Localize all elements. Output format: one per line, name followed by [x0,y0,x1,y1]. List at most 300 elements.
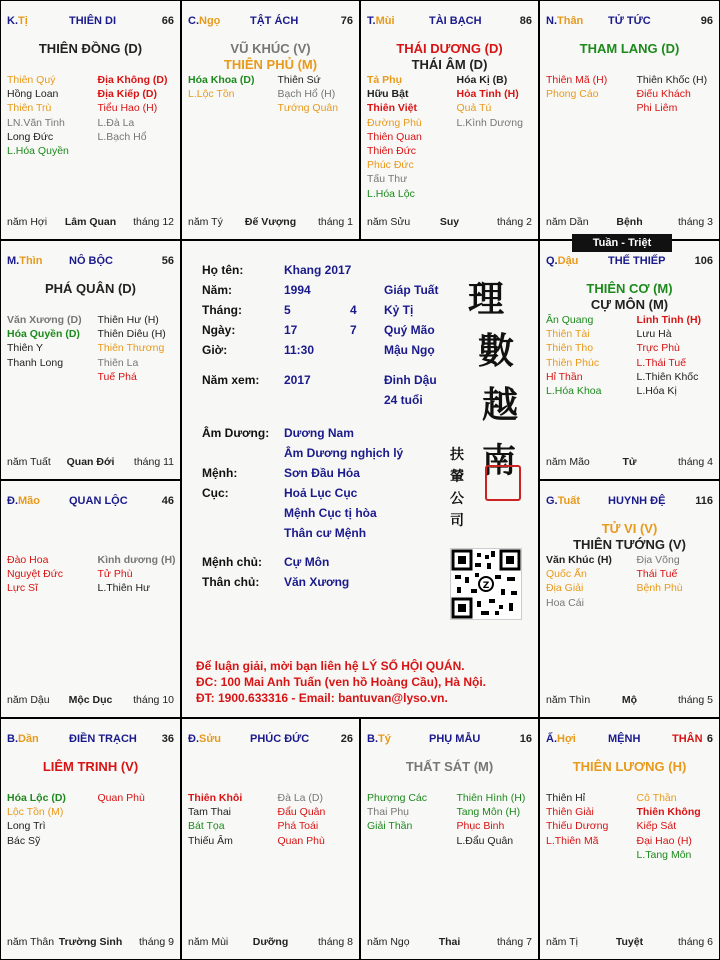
main-star: LIÊM TRINH (V) [42,759,139,774]
red-seal-stamp [485,465,521,501]
minor-star: Lực Sĩ [7,582,38,595]
minor-star: Tử Phù [97,568,133,581]
cuc-2: Mệnh Cục tị hòa [284,506,377,520]
minor-star: Đào Hoa [7,554,49,566]
minor-star: L.Hóa Kị [636,384,677,397]
palace-chi: Thân [557,15,584,27]
nam-label: năm Tị [546,936,578,948]
palace-number: 6 [706,733,713,745]
minor-star: Kiếp Sát [636,820,677,833]
nam-label: năm Sửu [367,216,411,228]
palace-mệnh[interactable] [539,718,720,960]
palace-footer [7,936,174,949]
palace-can: Q. [546,255,558,267]
nam-label: năm Dậu [7,694,50,706]
palace-number: 56 [161,255,174,267]
palace-can-chi [188,733,221,745]
thang-label: tháng 4 [677,456,713,468]
star-list-right [98,73,168,144]
minor-star: Tấu Thư [367,173,408,186]
palace-thiên-di[interactable] [0,0,181,240]
minor-star: Thanh Long [7,356,64,369]
minor-star: Thiên Mã (H) [546,74,608,86]
minor-star: Bát Tọa [188,820,225,833]
palace-can-chi [546,15,583,27]
minor-star: Thiên Không [636,806,701,819]
palace-nô-bộc[interactable] [0,240,181,480]
palace-chi: Thìn [19,255,43,267]
minor-star: Văn Xương (D) [7,314,82,326]
minor-star: Thiên Sứ [277,74,321,86]
star-list-right [278,73,339,116]
minor-star: Hóa Quyền (D) [7,328,80,341]
palace-can: Đ. [188,733,199,745]
truong-sinh: Dưỡng [252,936,289,948]
thang-label: tháng 3 [677,216,713,228]
palace-chi: Dần [18,733,39,745]
minor-star: Hồng Loan [7,88,59,101]
minor-star: LN.Văn Tinh [7,116,65,129]
thang-label: tháng 7 [496,936,532,948]
minor-star: Trực Phù [636,342,680,355]
palace-can: Ấ. [546,733,557,745]
palace-header [546,495,713,509]
truong-sinh: Quan Đới [66,456,115,468]
star-list-right [637,73,708,116]
info-canchi: Kỷ Tị [384,303,414,317]
palace-name: QUAN LỘC [69,495,128,507]
palace-footer [188,216,353,229]
palace-chi: Mão [18,495,40,507]
minor-star: Thiên Quan [367,130,422,143]
star-list-right [457,791,526,848]
thang-label: tháng 12 [133,216,174,228]
main-star: THÁI DƯƠNG (D) [396,41,503,56]
info-label: Ngày: [202,323,236,337]
minor-star: Thiên Việt [367,102,417,115]
star-list-left [546,553,612,610]
minor-star: Hữu Bật [367,88,409,101]
palace-can: M. [7,255,20,267]
minor-star: L.Thiên Mã [546,834,599,847]
info-tuoi: 24 tuổi [384,393,423,407]
minor-star: Quan Phù [277,834,325,847]
palace-can-chi [7,733,39,745]
thang-label: tháng 5 [677,694,713,706]
star-list-right [98,553,176,596]
palace-phụ-mẫu[interactable] [360,718,539,960]
info-value: 17 [284,323,298,337]
minor-star: Thiên Đức [367,144,417,157]
minor-star: Thai Phụ [367,806,410,819]
palace-chi: Hợi [557,733,576,745]
nam-label: năm Ngọ [367,936,410,948]
palace-header [367,733,532,747]
minor-star: L.Hóa Quyền [7,144,69,157]
palace-header [367,15,532,29]
truong-sinh: Bệnh [616,216,643,228]
main-star: CỰ MÔN (M) [590,297,669,312]
minor-star: Tam Thai [188,806,231,819]
minor-star: Văn Khúc (H) [546,554,612,566]
main-star: THIÊN LƯƠNG (H) [572,759,687,774]
minor-star: L.Lộc Tồn [188,88,235,101]
star-list-right [637,313,702,398]
minor-star: Linh Tinh (H) [636,314,702,326]
palace-name: ĐIỀN TRẠCH [69,733,137,745]
menh-chu-value: Cự Môn [284,555,330,569]
minor-star: Địa Không (D) [97,74,168,86]
star-list-left [546,73,607,101]
palace-chi: Tý [378,733,391,745]
palace-footer [7,456,174,469]
palace-number: 96 [700,15,713,27]
palace-can-chi [367,15,395,27]
menh-chu-label: Mệnh chủ: [202,555,262,569]
palace-can-chi [188,15,220,27]
calligraphy-char-3: 越 [482,384,519,426]
minor-star: L.Đẩu Quân [456,834,514,847]
tuan-triet-badge: Tuần - Triệt [572,234,672,252]
star-list-left [367,73,422,201]
palace-number: 46 [161,495,174,507]
thang-label: tháng 8 [317,936,353,948]
info-label: Họ tên: [202,263,244,277]
minor-star: Thiên Phúc [546,356,600,369]
minor-star: Tang Môn (H) [456,806,521,819]
info-canchi: Đinh Dậu [384,373,437,387]
palace-header [7,733,174,747]
palace-footer [546,456,713,469]
minor-star: Lộc Tồn (M) [7,806,64,819]
info-lunar-thang_extra: 4 [350,303,357,317]
thang-label: tháng 9 [138,936,174,948]
advert-line-3: ĐT: 1900.633316 - Email: bantuvan@lyso.vn. [196,691,448,705]
palace-can: N. [546,15,557,27]
info-value: 1994 [284,283,311,297]
info-value: 11:30 [284,343,315,357]
minor-star: L.Đà La [97,116,135,129]
minor-star: Phúc Đức [367,159,414,172]
info-label: Năm xem: [202,373,260,387]
minor-star: Thái Tuế [636,568,678,581]
advert-line-1: Để luận giải, mời bạn liên hệ LÝ SỐ HỘI QUÁN. [196,659,465,673]
nam-label: năm Mùi [188,936,229,948]
star-list-left [7,313,82,370]
nam-label: năm Tý [188,216,223,228]
minor-star: Tuế Phá [97,370,137,383]
minor-star: Địa Giải [546,582,584,595]
palace-chi: Mùi [375,15,395,27]
palace-tài-bạch[interactable] [360,0,539,240]
star-list-left [7,73,69,158]
minor-star: Quốc Ấn [546,568,587,581]
minor-star: Phượng Các [367,792,428,804]
calligraphy-char-1: 理 [468,278,505,320]
minor-star: Thiên Hình (H) [456,792,526,804]
palace-number: 116 [695,495,713,507]
svg-text:Z: Z [482,581,490,591]
minor-star: Thiên La [97,356,139,369]
minor-star: L.Thiên Khốc [636,370,699,383]
info-label: Giờ: [202,343,228,357]
am-duong-1: Dương Nam [284,426,354,440]
seal-side-2: 輦 [450,469,464,485]
palace-chi: Tị [18,15,28,27]
truong-sinh: Thai [438,936,461,948]
am-duong-2: Âm Dương nghịch lý [284,446,404,460]
palace-header [7,255,174,269]
palace-thế-thiếp[interactable] [539,240,720,480]
main-star: THIÊN ĐỒNG (D) [38,41,143,56]
seal-side-3: 公 [450,491,464,507]
palace-can: T. [367,15,376,27]
nam-label: năm Mão [546,456,590,468]
palace-number: 106 [694,255,713,267]
star-list-left [546,791,608,848]
truong-sinh: Tử [622,456,637,468]
palace-name: PHÚC ĐỨC [250,733,310,745]
main-star: TỬ VI (V) [601,521,658,536]
palace-header [546,255,713,269]
thang-label: tháng 10 [133,694,174,706]
minor-star: L.Thiên Hư [97,582,151,595]
star-list-left [7,791,66,848]
truong-sinh: Tuyệt [615,936,644,948]
minor-star: Hóa Kị (B) [456,74,508,86]
truong-sinh: Trường Sinh [58,936,123,948]
thang-label: tháng 1 [317,216,353,228]
main-star: THIÊN TƯỚNG (V) [573,537,686,552]
palace-điền-trạch[interactable] [0,718,181,960]
main-star: THIÊN CƠ (M) [586,281,673,296]
palace-name: TỬ TỨC [608,15,651,27]
thang-label: tháng 11 [133,456,174,468]
minor-star: Đà La (D) [277,792,324,804]
info-canchi: Mậu Ngọ [384,343,435,357]
minor-star: Đẩu Quân [277,806,326,819]
info-value: 2017 [284,373,311,387]
main-star: THÁI ÂM (D) [411,57,488,72]
truong-sinh: Suy [439,216,460,228]
palace-tử-tức[interactable] [539,0,720,240]
palace-name: TÀI BẠCH [429,15,482,27]
star-list-left [546,313,601,398]
palace-footer [546,694,713,707]
palace-footer [7,216,174,229]
minor-star: Phục Binh [456,820,505,833]
minor-star: Cô Thần [636,792,677,804]
minor-star: L.Thái Tuế [636,356,687,369]
cuc-3: Thân cư Mệnh [284,526,367,540]
minor-star: Nguyệt Đức [7,568,64,581]
star-list-left [367,791,427,834]
minor-star: Thiên Thương [97,342,165,355]
minor-star: Thiên Y [7,342,43,355]
palace-name: MỆNH [608,733,641,745]
star-list-left [7,553,63,596]
minor-star: Địa Võng [636,554,680,566]
palace-tật-ách[interactable] [181,0,360,240]
minor-star: Lưu Hà [636,328,672,341]
minor-star: Tướng Quân [277,102,339,115]
info-lunar-ngay_extra: 7 [350,323,357,337]
minor-star: Đường Phù [367,116,422,129]
minor-star: Hóa Khoa (D) [188,74,255,86]
palace-name: TẬT ÁCH [250,15,299,27]
star-list-right [637,791,701,862]
palace-can-chi [546,255,578,267]
nam-label: năm Thân [7,936,55,948]
minor-star: Thiên Diêu (H) [97,328,166,341]
minor-star: Giải Thần [367,820,413,833]
minor-star: Thiên Trù [7,102,52,115]
minor-star: Bác Sỹ [7,834,41,847]
star-list-right [637,553,683,596]
qr-code[interactable] [450,548,522,620]
minor-star: Ân Quang [546,314,594,326]
minor-star: Đại Hao (H) [636,834,692,847]
cuc-label: Cục: [202,486,229,500]
minor-star: Bệnh Phù [636,582,683,595]
minor-star: Thiên Khôi [188,792,243,804]
nam-label: năm Dần [546,216,589,228]
info-canchi: Quý Mão [384,323,435,337]
minor-star: Thiên Giải [546,806,594,819]
palace-can-chi [546,495,580,507]
palace-can: C. [188,15,199,27]
main-star: THAM LANG (D) [579,41,680,56]
calligraphy-char-4: 南 [482,441,516,481]
minor-star: Quan Phù [97,792,145,804]
minor-star: Tiểu Hao (H) [97,102,158,115]
palace-can-chi [7,15,28,27]
palace-chi: Ngọ [199,15,221,27]
truong-sinh: Mộc Dục [68,694,113,706]
minor-star: Tả Phụ [367,74,403,86]
palace-header [188,15,353,29]
palace-footer [546,936,713,949]
palace-footer [7,694,174,707]
menh-label: Mệnh: [202,466,238,480]
star-list-left [188,791,242,848]
palace-can: Đ. [7,495,18,507]
palace-than-marker: THÂN [672,733,703,745]
menh-value: Sơn Đầu Hỏa [284,466,360,480]
main-star: THIÊN PHỦ (M) [223,57,318,72]
seal-side-4: 司 [450,513,464,529]
minor-star: Thiên Thọ [546,342,594,355]
minor-star: Quả Tú [456,102,492,115]
minor-star: Thiên Hỉ [546,792,586,804]
minor-star: L.Hóa Khoa [546,384,602,397]
truong-sinh: Lâm Quan [64,216,117,228]
palace-number: 26 [340,733,353,745]
palace-phúc-đức[interactable] [181,718,360,960]
palace-chi: Dậu [557,255,579,267]
palace-chi: Sửu [199,733,222,745]
minor-star: Địa Kiếp (D) [97,88,158,101]
star-list-right [98,313,166,384]
minor-star: L.Kình Dương [456,116,523,129]
palace-footer [546,216,713,229]
palace-huynh-đệ[interactable] [539,480,720,718]
thang-label: tháng 6 [677,936,713,948]
minor-star: Thiếu Dương [546,820,609,833]
star-list-left [188,73,255,101]
truong-sinh: Mộ [621,694,638,706]
cuc-1: Hoả Lục Cục [284,486,358,500]
minor-star: Hóa Lộc (D) [7,792,66,804]
star-list-right [98,791,145,805]
info-canchi: Giáp Tuất [384,283,439,297]
advert-line-2: ĐC: 100 Mai Anh Tuấn (ven hồ Hoàng Cầu), Hà Nội. [196,675,487,689]
minor-star: Long Trì [7,820,46,833]
minor-star: Thiếu Âm [188,834,233,847]
minor-star: Bạch Hổ (H) [277,88,336,101]
palace-header [188,733,353,747]
palace-can: G. [546,495,558,507]
minor-star: Hỉ Thần [546,370,583,383]
than-chu-label: Thân chủ: [202,575,260,589]
minor-star: Hoa Cái [546,596,584,609]
minor-star: Thiên Khốc (H) [636,74,708,86]
minor-star: Phá Toái [277,820,319,833]
minor-star: Điếu Khách [636,88,691,101]
minor-star: Thiên Hư (H) [97,314,159,326]
palace-can-chi [7,255,42,267]
palace-quan-lộc[interactable] [0,480,181,718]
palace-number: 36 [161,733,174,745]
palace-header [546,15,713,29]
palace-number: 66 [161,15,174,27]
info-value: 5 [284,303,291,317]
main-star: THẤT SÁT (M) [405,759,494,774]
seal-side-1: 扶 [450,447,464,463]
minor-star: Long Đức [7,130,54,143]
palace-can: K. [7,15,18,27]
palace-name: THIÊN DI [69,15,117,27]
palace-footer [367,216,532,229]
am-duong-label: Âm Dương: [202,426,270,440]
star-list-right [457,73,523,130]
minor-star: Phi Liêm [636,102,678,115]
nam-label: năm Thìn [546,694,591,706]
minor-star: Phong Cáo [546,88,599,101]
info-value: Khang 2017 [284,263,352,277]
than-chu-value: Văn Xương [284,575,350,589]
minor-star: Thiên Quý [7,74,56,86]
star-list-right [278,791,326,848]
calligraphy-char-2: 數 [478,330,515,372]
main-star: VŨ KHÚC (V) [230,41,311,56]
minor-star: Kình dương (H) [97,554,176,566]
palace-header [7,495,174,509]
palace-header [7,15,174,29]
minor-star: L.Bạch Hổ [97,130,147,143]
palace-chi: Tuất [557,495,581,507]
palace-number: 76 [340,15,353,27]
nam-label: năm Hợi [7,216,48,228]
palace-can-chi [367,733,391,745]
minor-star: L.Hóa Lộc [367,187,415,200]
palace-number: 16 [519,733,532,745]
nam-label: năm Tuất [7,456,51,468]
palace-header [546,733,713,747]
palace-name: THẾ THIẾP [608,255,666,267]
palace-name: HUYNH ĐỆ [608,495,666,507]
palace-footer [188,936,353,949]
